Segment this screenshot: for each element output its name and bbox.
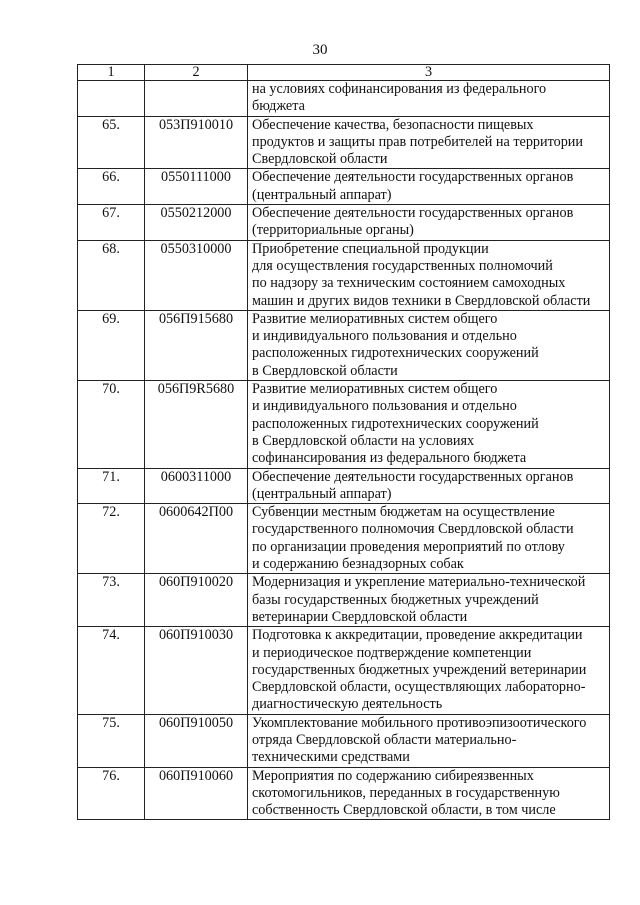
- row-number: 76.: [78, 767, 145, 820]
- row-code: 060П910060: [145, 767, 248, 820]
- row-description: Обеспечение деятельности государственных органов (центральный аппарат): [248, 468, 610, 504]
- row-number: 72.: [78, 504, 145, 574]
- row-number: [78, 81, 145, 117]
- row-description: Развитие мелиоративных систем общего и индивидуального пользования и отдельно расположенных гидротехнических сооружений в Свердловской области на условиях софинансирования из федерального бюджета: [248, 381, 610, 468]
- row-description: Развитие мелиоративных систем общего и индивидуального пользования и отдельно расположенных гидротехнических сооружений в Свердловской области: [248, 310, 610, 380]
- row-description: Обеспечение деятельности государственных органов (центральный аппарат): [248, 169, 610, 205]
- table-row: [78, 116, 610, 169]
- table-body: [78, 65, 610, 820]
- row-code: 056П915680: [145, 310, 248, 380]
- table-row: [78, 205, 610, 241]
- row-code: 056П9R5680: [145, 381, 248, 468]
- table-row: [78, 627, 610, 714]
- row-number: 67.: [78, 205, 145, 241]
- row-description: Мероприятия по содержанию сибиреязвенных скотомогильников, переданных в государственную собственность Свердловской области, в том числе: [248, 767, 610, 820]
- row-description: Обеспечение качества, безопасности пищевых продуктов и защиты прав потребителей на территории Свердловской области: [248, 116, 610, 169]
- row-number: 68.: [78, 240, 145, 310]
- table-row: [78, 574, 610, 627]
- row-description: Обеспечение деятельности государственных органов (территориальные органы): [248, 205, 610, 241]
- row-code: 0550212000: [145, 205, 248, 241]
- row-description: на условиях софинансирования из федерального бюджета: [248, 81, 610, 117]
- row-code: 060П910020: [145, 574, 248, 627]
- header-cell-1: 1: [78, 65, 145, 81]
- budget-table: [77, 64, 610, 820]
- table-row: [78, 468, 610, 504]
- page-number: 30: [312, 42, 328, 58]
- table-row: [78, 310, 610, 380]
- table-row: [78, 169, 610, 205]
- row-description: Приобретение специальной продукции для осуществления государственных полномочий по надзору за техническим состоянием самоходных машин и других видов техники в Свердловской области: [248, 240, 610, 310]
- table-row: [78, 767, 610, 820]
- row-number: 75.: [78, 714, 145, 767]
- table-row: [78, 81, 610, 117]
- header-cell-2: 2: [145, 65, 248, 81]
- row-code: 060П910030: [145, 627, 248, 714]
- row-description: Укомплектование мобильного противоэпизоотического отряда Свердловской области материально- техническими средствами: [248, 714, 610, 767]
- table-header-row: [78, 65, 610, 81]
- row-description: Подготовка к аккредитации, проведение аккредитации и периодическое подтверждение компетенции государственных бюджетных учреждений ветеринарии Свердловской области, осуществляющих лабораторно- диагностическую деятельность: [248, 627, 610, 714]
- row-code: 0550111000: [145, 169, 248, 205]
- table-row: [78, 240, 610, 310]
- row-code: 0600642П00: [145, 504, 248, 574]
- row-code: 0550310000: [145, 240, 248, 310]
- row-number: 65.: [78, 116, 145, 169]
- row-number: 69.: [78, 310, 145, 380]
- table-row: [78, 381, 610, 468]
- row-code: 0600311000: [145, 468, 248, 504]
- row-code: 060П910050: [145, 714, 248, 767]
- row-number: 66.: [78, 169, 145, 205]
- row-number: 70.: [78, 381, 145, 468]
- table-row: [78, 714, 610, 767]
- row-number: 73.: [78, 574, 145, 627]
- row-number: 74.: [78, 627, 145, 714]
- row-description: Субвенции местным бюджетам на осуществление государственного полномочия Свердловской области по организации проведения мероприятий по отлову и содержанию безнадзорных собак: [248, 504, 610, 574]
- row-code: 053П910010: [145, 116, 248, 169]
- header-cell-3: 3: [248, 65, 610, 81]
- row-description: Модернизация и укрепление материально-технической базы государственных бюджетных учреждений ветеринарии Свердловской области: [248, 574, 610, 627]
- table-row: [78, 504, 610, 574]
- row-number: 71.: [78, 468, 145, 504]
- row-code: [145, 81, 248, 117]
